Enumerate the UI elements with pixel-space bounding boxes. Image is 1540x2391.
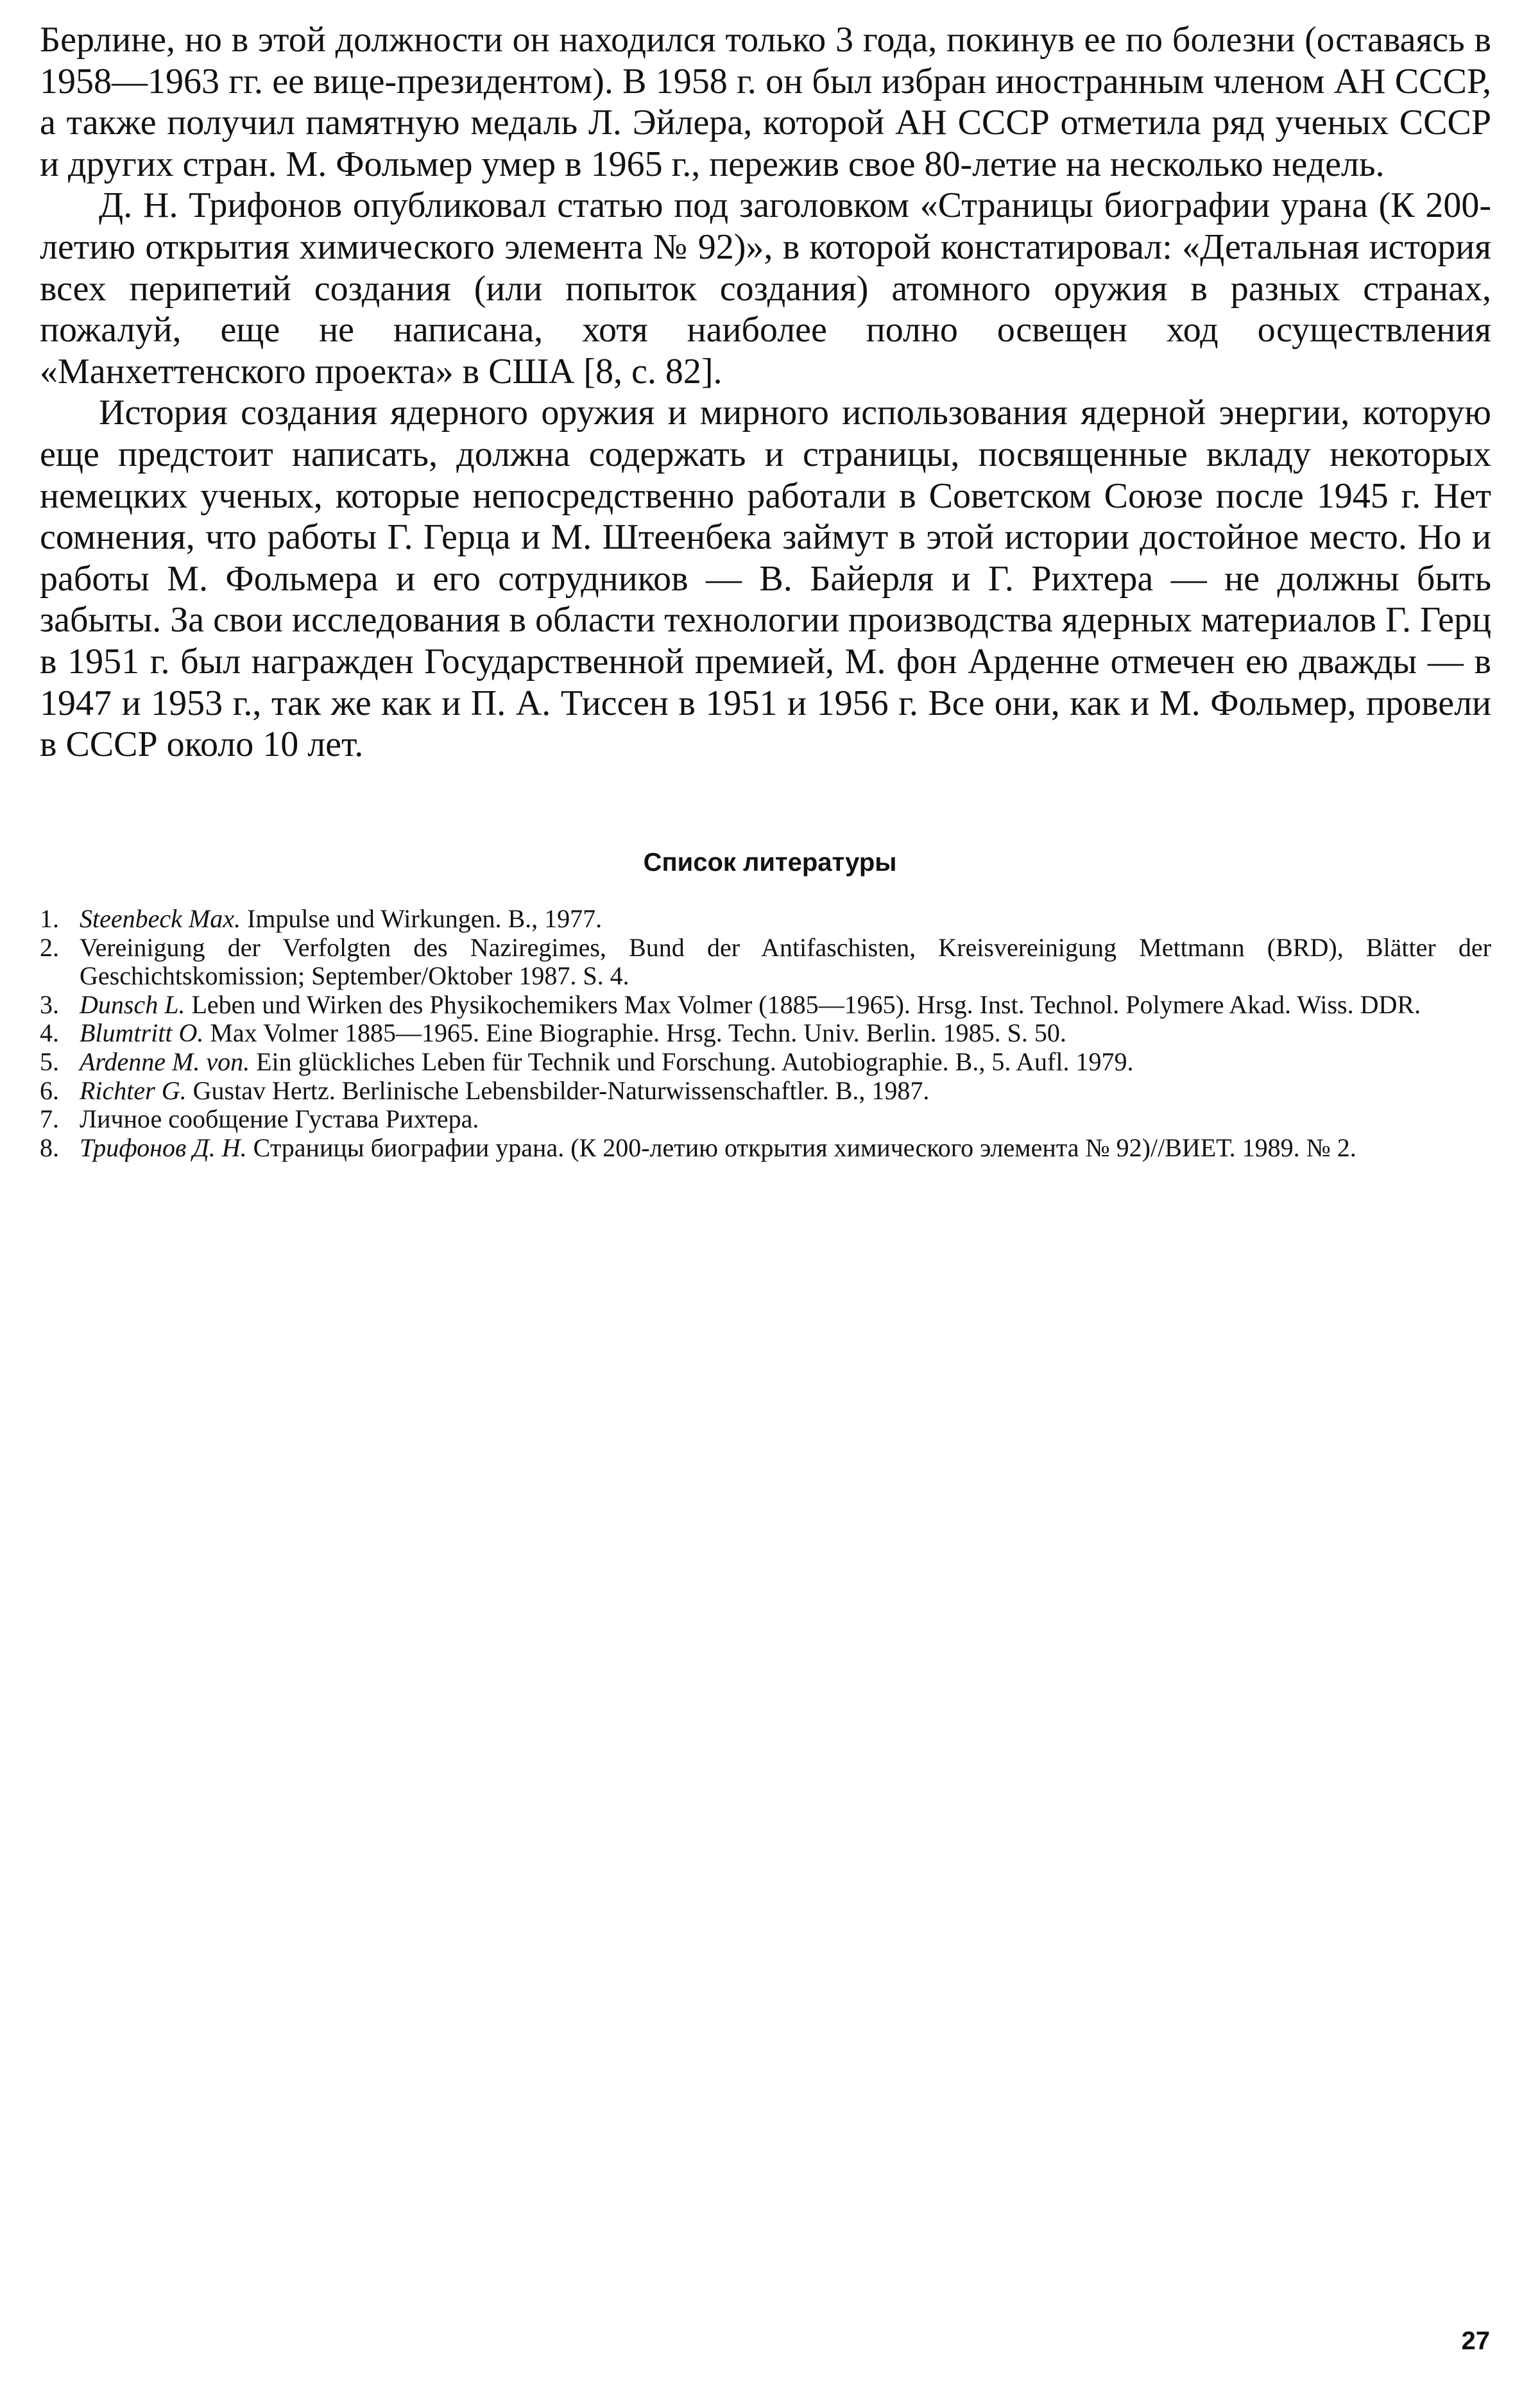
reference-number: 8. — [40, 1133, 59, 1162]
reference-author: Richter G. — [80, 1076, 187, 1105]
reference-text: Leben und Wirken des Physikochemikers Max Volmer (1885—1965). Hrsg. Inst. Technol. Polymere Akad. Wiss. DDR. — [185, 990, 1421, 1019]
paragraph-trifonov-quote: Д. Н. Трифонов опубликовал статью под заголовком «Страницы биографии урана (К 200-летию открытия химического элемента № 92)», в которой констатировал: «Детальная история всех перипетий создания (или попыток создания) атомного оружия в разных странах, пожалуй, еще не написана, хотя наиболее полно освещен ход осуществления «Манхеттенского проекта» в США [8, с. 82]. — [40, 185, 1491, 391]
reference-author: Blumtritt O. — [80, 1018, 204, 1048]
reference-number: 7. — [40, 1104, 59, 1134]
reference-text: Страницы биографии урана. (К 200-летию открытия химического элемента № 92)//ВИЕТ. 1989. № 2. — [246, 1133, 1356, 1162]
paragraph-continuation: Берлине, но в этой должности он находился только 3 года, покинув ее по болезни (оставаясь в 1958—1963 гг. ее вице-президентом). В 1958 г. он был избран иностранным членом АН СССР, а также получил памятную медаль Л. Эйлера, которой АН СССР отметила ряд ученых СССР и других стран. М. Фольмер умер в 1965 г., пережив свое 80-летие на несколько недель. — [40, 20, 1491, 184]
reference-item — [40, 991, 1491, 1020]
reference-item — [40, 905, 1491, 934]
reference-number: 4. — [40, 1018, 59, 1048]
references-title: Список литературы — [643, 848, 897, 877]
reference-text: Impulse und Wirkungen. B., 1977. — [240, 904, 603, 933]
references-list — [40, 905, 1491, 1162]
reference-text: Vereinigung der Verfolgten des Naziregimes, Bund der Antifaschisten, Kreisvereinigung Mettmann (BRD), Blätter der Geschichtskomission; September/Oktober 1987. S. 4. — [80, 932, 1491, 991]
reference-number: 5. — [40, 1047, 59, 1076]
reference-number: 3. — [40, 990, 59, 1019]
reference-item — [40, 934, 1491, 991]
reference-author: Steenbeck Max. — [80, 904, 241, 933]
reference-number: 6. — [40, 1076, 59, 1105]
page-number: 27 — [1461, 2327, 1490, 2355]
reference-text: Личное сообщение Густава Рихтера. — [80, 1104, 479, 1134]
reference-author: Трифонов Д. Н. — [80, 1133, 247, 1162]
reference-item — [40, 1134, 1491, 1163]
reference-item — [40, 1105, 1491, 1134]
reference-item — [40, 1048, 1491, 1077]
paragraph-history: История создания ядерного оружия и мирного использования ядерной энергии, которую еще предстоит написать, должна содержать и страницы, посвященные вкладу некоторых немецких ученых, которые непосредственно работали в Советском Союзе после 1945 г. Нет сомнения, что работы Г. Герца и М. Штеенбека займут в этой истории достойное место. Но и работы М. Фольмера и его сотрудников — В. Байерля и Г. Рихтера — не должны быть забыты. За свои исследования в области технологии производства ядерных материалов Г. Герц в 1951 г. был награжден Государственной премией, М. фон Арденне отмечен ею дважды — в 1947 и 1953 г., так же как и П. А. Тиссен в 1951 и 1956 г. Все они, как и М. Фольмер, провели в СССР около 10 лет. — [40, 393, 1491, 765]
reference-item — [40, 1019, 1491, 1048]
reference-item — [40, 1077, 1491, 1106]
reference-text: Max Volmer 1885—1965. Eine Biographie. Hrsg. Techn. Univ. Berlin. 1985. S. 50. — [203, 1018, 1066, 1048]
reference-author: Ardenne M. von. — [80, 1047, 250, 1076]
reference-number: 2. — [40, 932, 59, 962]
reference-text: Gustav Hertz. Berlinische Lebensbilder-Naturwissenschaftler. B., 1987. — [186, 1076, 930, 1105]
reference-text: Ein glückliches Leben für Technik und Forschung. Autobiographie. B., 5. Aufl. 1979. — [250, 1047, 1134, 1076]
reference-number: 1. — [40, 904, 59, 933]
body-text — [40, 19, 1491, 766]
reference-author: Dunsch L. — [80, 990, 185, 1019]
